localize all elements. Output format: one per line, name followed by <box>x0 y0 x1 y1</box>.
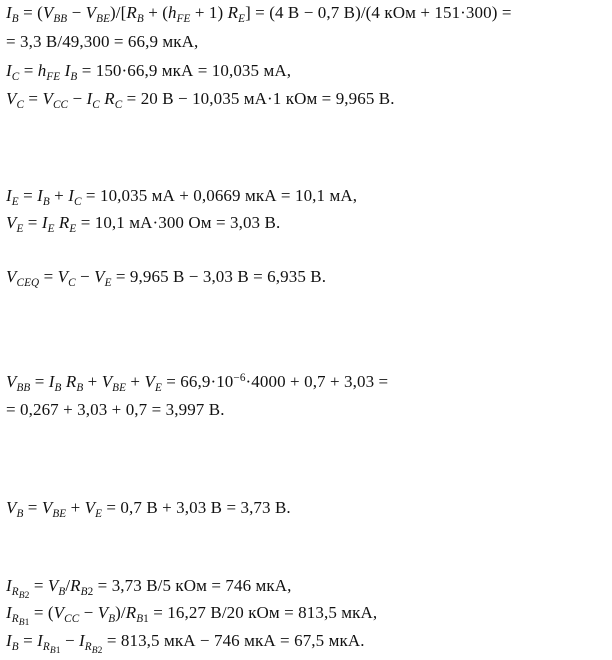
equation-line: $I_B = I_{R_{B1}} - I_{R_{B2}} = 813,5$ мкА − 746 мкА = 67,5 мкА. <box>6 631 365 656</box>
equation-line: $I_E = I_B + I_C = 10,035$ мА + 0,0669 мкА = 10,1 мА, <box>6 186 358 208</box>
equation-line: $I_C = h_{FE}$ $I_B = 150\cdot 66,9$ мкА = 10,035 мА, <box>6 61 292 83</box>
equation-line: $I_{R_{B2}} = V_B/R_{B2} = 3,73$ В/5 кОм = 746 мкА, <box>6 576 292 601</box>
equation-line: $V_{CEQ} = V_C - V_E = 9,965$ В − 3,03 В = 6,935 В. <box>6 267 327 289</box>
equation-line: $V_{BB} = I_B$ $R_B + V_{BE} + V_E = 66,9\cdot 10^{-6}\cdot 4000 + 0,7 + 3,03$ = <box>6 371 389 394</box>
equation-line: $I_B = (V_{BB} - V_{BE})/[R_B + (h_{FE} + 1) R_E] = (4$ В − 0,7 В)/(4 кОм + 151·300) = <box>6 3 512 25</box>
equation-line: = 0,267 + 3,03 + 0,7 = 3,997 В. <box>6 400 225 419</box>
equation-line: $V_E = I_E$ $R_E = 10,1$ мА·300 Ом = 3,03 В. <box>6 213 281 235</box>
equation-line: $V_C = V_{CC} - I_C$ $R_C = 20$ В − 10,035 мА·1 кОм = 9,965 В. <box>6 89 395 111</box>
equation-line: $V_B = V_{BE} + V_E = 0,7$ В + 3,03 В = 3,73 В. <box>6 498 291 520</box>
equation-line: = 3,3 В/49,300 = 66,9 мкА, <box>6 32 199 51</box>
equation-line: $I_{R_{B1}} = (V_{CC} - V_B)/R_{B1} = 16,27$ В/20 кОм = 813,5 мкА, <box>6 603 378 628</box>
